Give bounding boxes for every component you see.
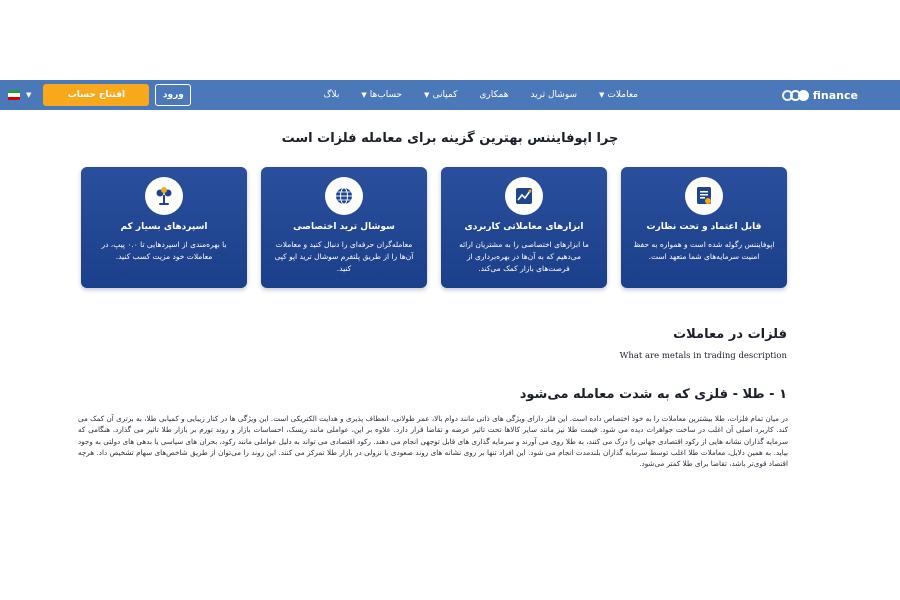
logo-mark-icon [782,90,809,101]
login-button[interactable]: ورود [155,84,191,106]
card-description: اپوفایننس رگوله شده است و همواره به حفظ امنیت سرمایه‌های شما متعهد است. [633,240,775,261]
card-description: ما ابزارهای اختصاصی را به مشتریان ارائه می‌دهیم که به آن‌ها در بهره‌برداری از فرصت‌های بازار کمک می‌کند. [459,240,589,273]
card-title: اسپردهای بسیار کم [120,222,208,232]
feature-card-social-trade [261,167,427,288]
globe-icon [325,177,363,215]
feature-card-regulated [621,167,787,288]
chevron-down-icon: ▼ [361,91,367,99]
card-title: قابل اعتماد و تحت نظارت [646,222,762,232]
language-caret-icon[interactable]: ▼ [26,91,32,99]
logo-text: finance [812,88,858,102]
menu-item-blog[interactable]: بلاگ [323,90,340,100]
main-menu [323,80,638,110]
card-title: ابزارهای معاملاتی کاربردی [464,222,584,232]
chevron-down-icon: ▼ [599,91,605,99]
brand-logo[interactable] [782,85,858,105]
certificate-icon [685,177,723,215]
nav-actions [8,80,191,110]
menu-item-social-trade[interactable]: سوشال ترید [530,90,578,100]
chevron-down-icon: ▼ [424,91,430,99]
open-account-button[interactable]: افتتاح حساب [43,84,149,106]
metals-subtitle: What are metals in trading description [619,351,787,361]
menu-item-trading[interactable]: معاملات ▼ [599,90,638,100]
top-navbar [0,80,900,110]
feature-cards [81,167,787,288]
money-tree-icon [145,177,183,215]
metals-heading: فلزات در معاملات [673,327,787,342]
card-title: سوشال ترید اختصاصی [293,222,395,232]
card-description: با بهره‌مندی از اسپردهایی تا ۰.۰ پیپ، در معاملات خود مزیت کسب کنید. [101,240,227,261]
why-section-title: چرا اپوفایننس بهترین گزینه برای معامله فلزات است [281,131,619,146]
card-description: معامله‌گران حرفه‌ای را دنبال کنید و معاملات آن‌ها را از طریق پلتفرم سوشال ترید اپو کپی کنید. [274,240,414,273]
gold-heading: ۱ - طلا - فلزی که به شدت معامله می‌شود [519,387,787,402]
gold-paragraph: در میان تمام فلزات، طلا بیشترین معاملات را به خود اختصاص داده است. این فلز دارای ویژگی های ذاتی مانند دوام بالا، عمر طولانی، انعطاف پذیری و هدایت الکتریکی است. این ویژگی ها در کنار زیبایی و کمیابی طلا، به برتری آن کمک می کند. کاربرد اصلی آن اغلب در ساخت جواهرات دیده می شود. قیمت طلا نیز مانند سایر کالاها تحت تاثیر عرضه و تقاضا قرار دارد. علاوه بر این، عواملی مانند ریسک، احساسات بازار و روند تورم بر بازار طلا تاثیر می گذارد. هنگامی که سرمایه گذاران نشانه هایی از رکود اقتصادی جهانی را درک می کنند، به طلا روی می آورند و سرمایه گذاری های قابل توجهی انجام می دهند. رکود اقتصادی می تواند به دلیل عواملی مانند رکود، بحران های سیاسی یا بدهی های دولتی به وجود بیاید. به همین دلایل، معاملات طلا اغلب توسط سرمایه گذاران بلندمدت انجام می شود. این افراد تنها بر روی نشانه های روند صعودی یا نزولی در بازار طلا تمرکز می کنند. این روند را می‌توان از طریق شاخص‌های سهام تشخیص داد. هرچه اقتصاد قوی‌تر باشد، تقاضا برای طلا کمتر می‌شود. [77,414,788,469]
menu-item-partnership[interactable]: همکاری [479,90,509,100]
menu-item-accounts[interactable]: حساب‌ها ▼ [361,90,403,100]
menu-item-company[interactable]: کمپانی ▼ [424,90,458,100]
chart-tools-icon [505,177,543,215]
feature-card-tools [441,167,607,288]
iran-flag-icon[interactable] [8,90,20,100]
feature-card-low-spreads [81,167,247,288]
